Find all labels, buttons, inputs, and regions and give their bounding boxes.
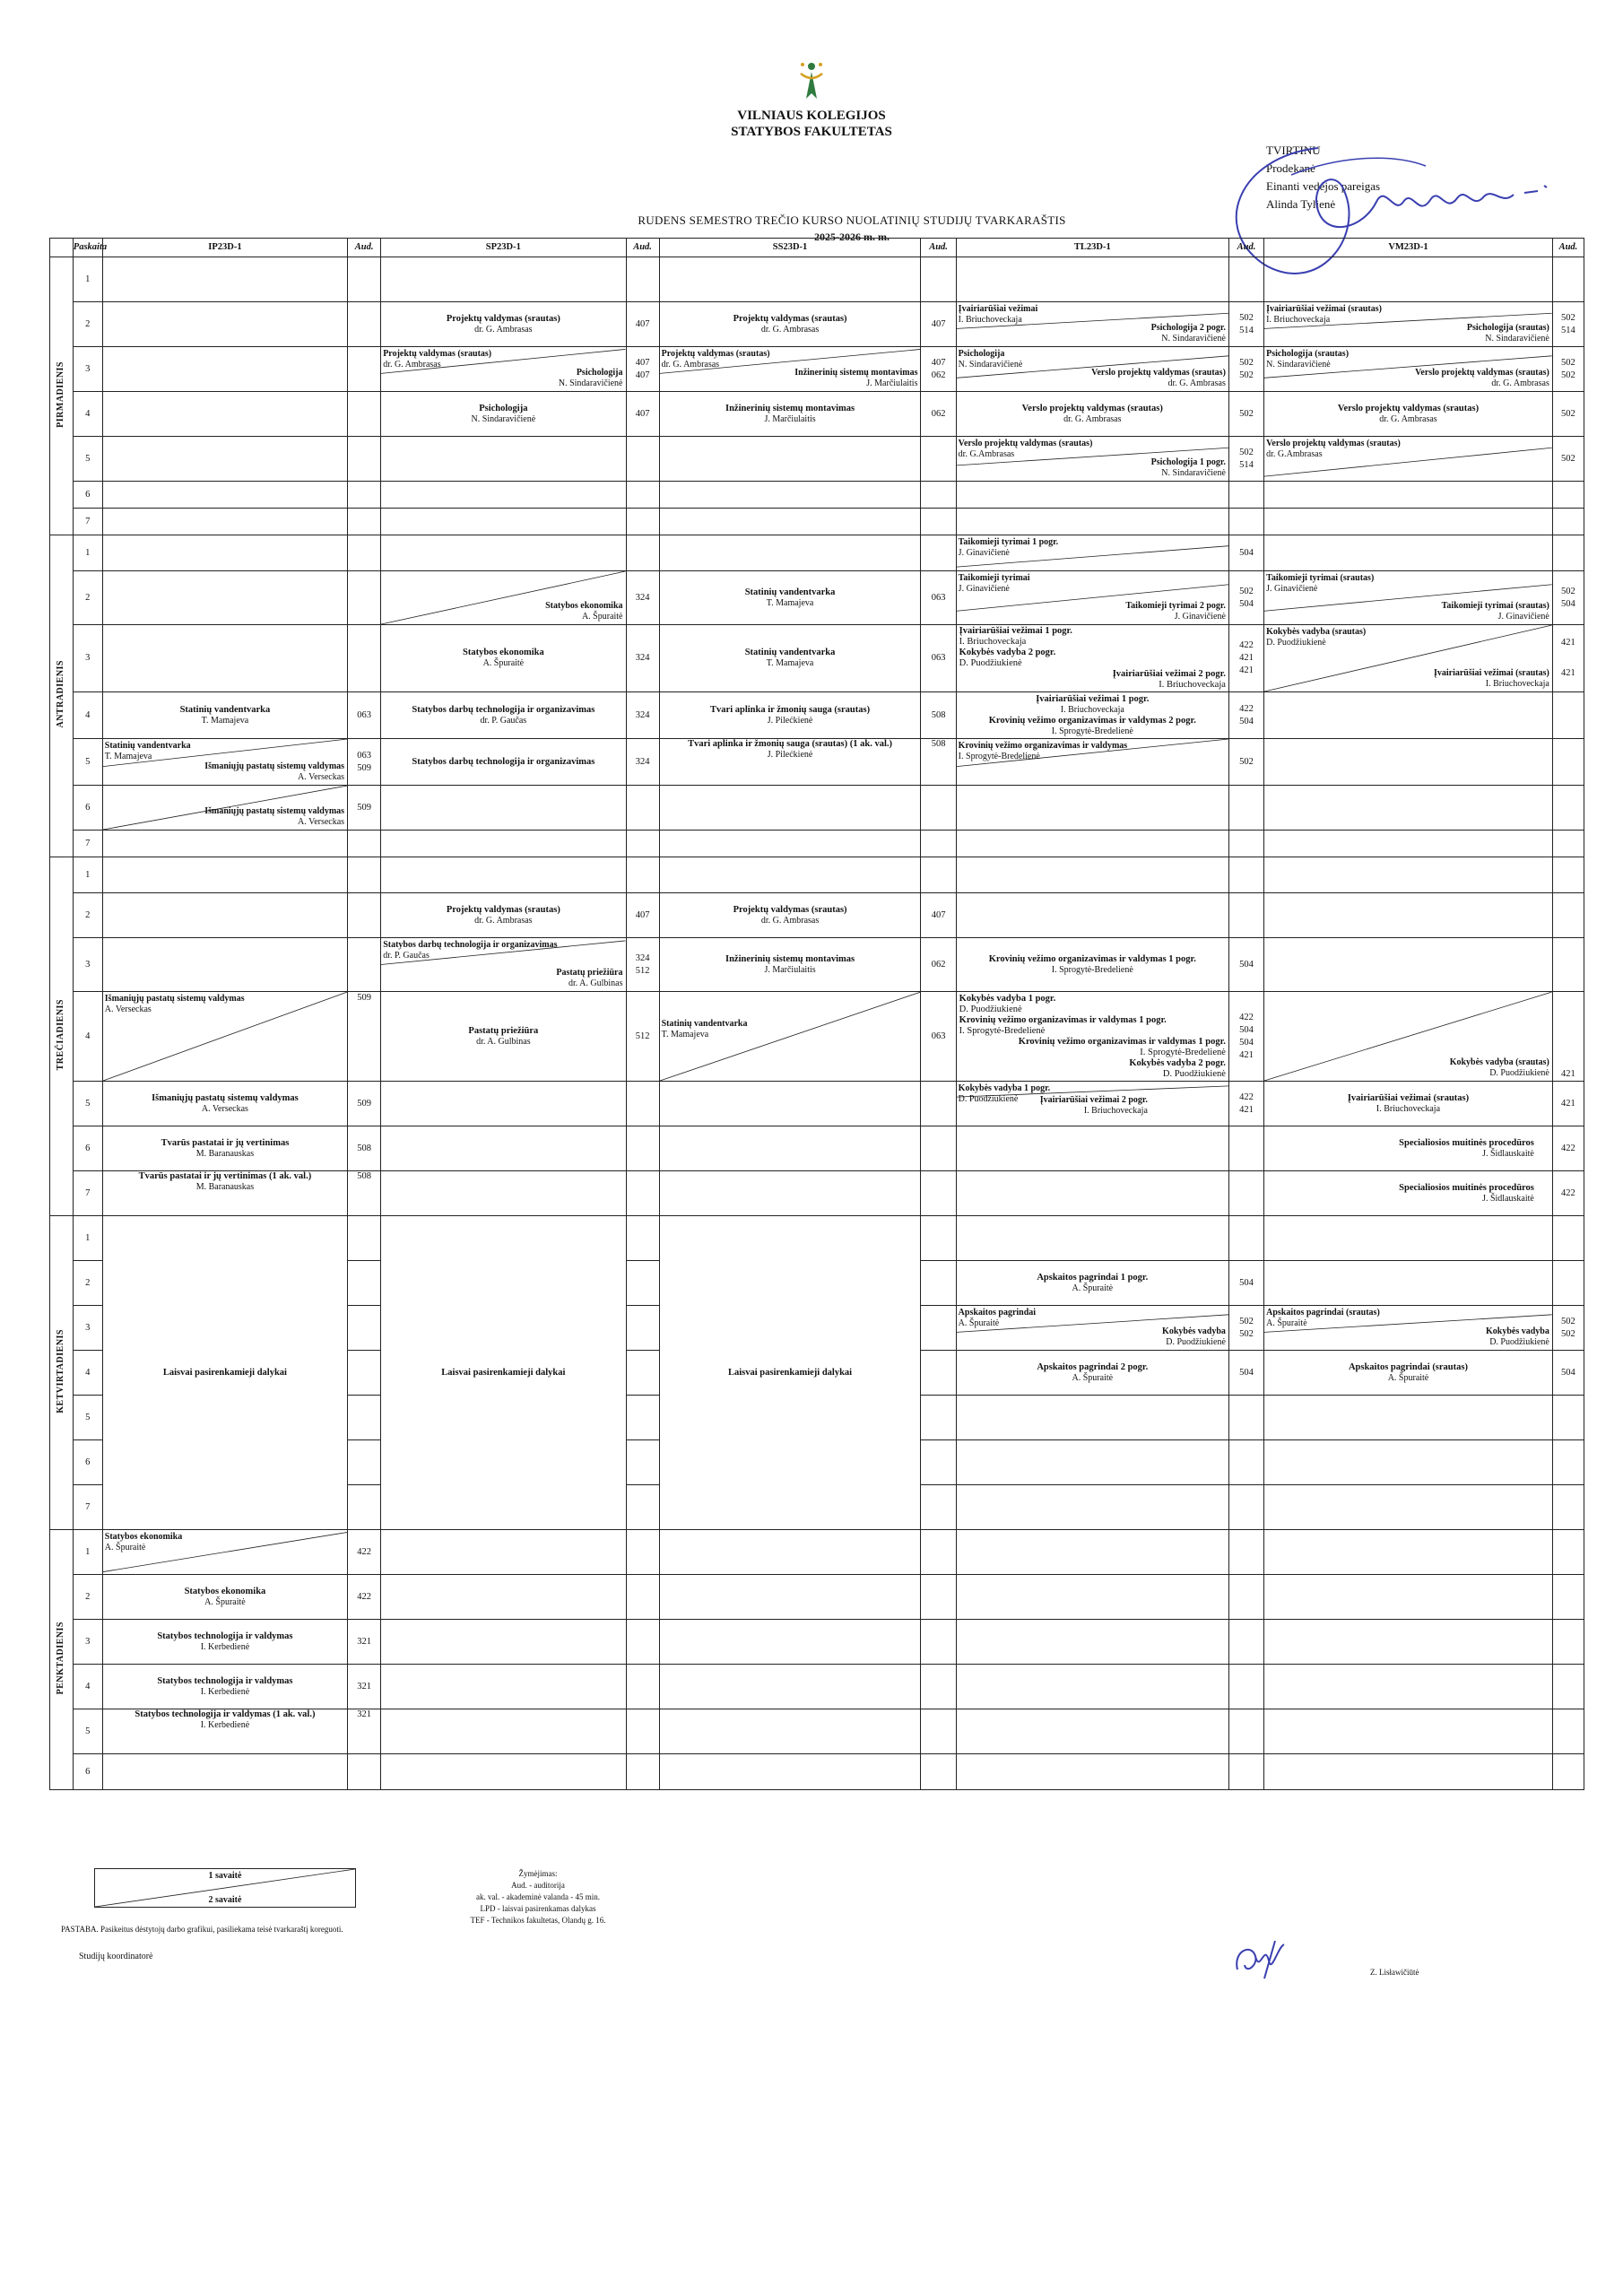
lesson-cell: Projektų valdymas (srautas) dr. G. Ambrasas: [381, 302, 626, 347]
aud-cell: 063: [921, 571, 956, 625]
lesson-cell: Tvarūs pastatai ir jų vertinimas M. Baranauskas: [102, 1126, 347, 1171]
lesson-number: 2: [73, 571, 102, 625]
aud-cell: 504: [1228, 535, 1263, 571]
lesson-cell: Inžinerinių sistemų montavimas J. Marčiulaitis: [659, 938, 921, 992]
col-lesson: Paskaita: [73, 239, 102, 257]
note-line: LPD - laisvai pasirenkamas dalykas: [480, 1904, 596, 1913]
lesson-number: 3: [73, 625, 102, 692]
lesson-cell: Statinių vandentvarka T. Mamajeva: [659, 625, 921, 692]
split-lesson-cell: Kokybės vadyba (srautas) D. Puodžiukienė: [1264, 992, 1553, 1082]
aud-cell: 321: [348, 1709, 381, 1754]
aud-cell: 407: [626, 302, 659, 347]
table-row: [50, 347, 1584, 392]
table-row: [50, 786, 1584, 831]
lesson-cell: Apskaitos pagrindai (srautas) A. Špuraitė: [1264, 1351, 1553, 1396]
aud-cell: 422: [1552, 1126, 1584, 1171]
aud-cell: 502 502: [1228, 347, 1263, 392]
table-row: [50, 1620, 1584, 1665]
split-lesson-cell: Krovinių vežimo organizavimas ir valdymas I. Sprogytė-Bredelienė: [956, 739, 1228, 786]
lesson-cell: Statybos technologija ir valdymas I. Kerbedienė: [102, 1665, 347, 1709]
day-label-wednesday: TREČIADIENIS: [50, 857, 74, 1216]
elective-cell: Laisvai pasirenkamieji dalykai: [381, 1216, 626, 1530]
table-row: [50, 938, 1584, 992]
table-row: [50, 692, 1584, 739]
institution-name: VILNIAUS KOLEGIJOS: [737, 109, 886, 123]
lesson-cell: Projektų valdymas (srautas) dr. G. Ambrasas: [659, 893, 921, 938]
aud-cell: 502 504: [1228, 571, 1263, 625]
lesson-number: 7: [73, 1485, 102, 1530]
aud-cell: 508: [348, 1171, 381, 1216]
split-lesson-cell: Projektų valdymas (srautas) dr. G. Ambrasas Psichologija N. Sindaravičienė: [381, 347, 626, 392]
header-row: [50, 239, 1584, 257]
table-row: [50, 857, 1584, 893]
table-row: [50, 831, 1584, 857]
aud-cell: 321: [348, 1620, 381, 1665]
lesson-cell: Tvari aplinka ir žmonių sauga (srautas) (1 ak. val.) J. Pilećkienė: [659, 739, 921, 786]
notes-title: Žymėjimas:: [518, 1869, 558, 1878]
aud-cell: 063: [921, 992, 956, 1082]
table-row: [50, 893, 1584, 938]
lesson-cell: Statinių vandentvarka T. Mamajeva: [659, 571, 921, 625]
split-lesson-cell: Verslo projektų valdymas (srautas) dr. G.Ambrasas: [1264, 437, 1553, 482]
legend-week2: 2 savaitė: [208, 1895, 242, 1905]
aud-cell: 324: [626, 739, 659, 786]
table-row: [50, 482, 1584, 509]
table-row: [50, 1754, 1584, 1790]
aud-cell: 324: [626, 625, 659, 692]
aud-cell: 422 421: [1228, 1082, 1263, 1126]
lesson-number: 2: [73, 1575, 102, 1620]
lesson-cell: Išmaniųjų pastatų sistemų valdymas A. Verseckas: [102, 1082, 347, 1126]
lesson-cell: Statybos ekonomika A. Špuraitė: [381, 625, 626, 692]
lesson-cell: Statybos technologija ir valdymas I. Kerbedienė: [102, 1620, 347, 1665]
coordinator-role: Studijų koordinatorė: [79, 1952, 153, 1961]
week-legend: [94, 1868, 356, 1908]
lesson-number: 1: [73, 1216, 102, 1261]
aud-cell: 422 421 421: [1228, 625, 1263, 692]
lesson-cell: Projektų valdymas (srautas) dr. G. Ambrasas: [659, 302, 921, 347]
aud-cell: 063: [348, 692, 381, 739]
multi-lesson-cell: Kokybės vadyba 1 pogr. D. Puodžiukienė Krovinių vežimo organizavimas ir valdymas 1 pogr. I. Sprogytė-Bredelienė Krovinių vežimo organizavimas ir valdymas 1 pogr. I. Sprogytė-Bredelienė Kokybės vadyba 2 pogr. D. Puodžiukienė: [956, 992, 1228, 1082]
lesson-number: 4: [73, 1665, 102, 1709]
day-label-friday: PENKTADIENIS: [50, 1530, 74, 1790]
aud-cell: 063: [921, 625, 956, 692]
lesson-number: 5: [73, 739, 102, 786]
split-lesson-cell: Taikomieji tyrimai J. Ginavičienė Taikomieji tyrimai 2 pogr. J. Ginavičienė: [956, 571, 1228, 625]
lesson-cell: Apskaitos pagrindai 2 pogr. A. Špuraitė: [956, 1351, 1228, 1396]
legend-week1: 1 savaitė: [208, 1871, 242, 1881]
lesson-cell: Statybos darbų technologija ir organizavimas: [381, 739, 626, 786]
aud-cell: 509: [348, 992, 381, 1082]
faculty-name: STATYBOS FAKULTETAS: [731, 125, 892, 139]
lesson-cell: Specialiosios muitinės procedūros J. Šidlauskaitė: [1264, 1126, 1553, 1171]
col-group-vm23d: VM23D-1: [1264, 239, 1553, 257]
coordinator-name: Z. Lisławičiūtė: [1370, 1968, 1419, 1977]
lesson-cell: Statinių vandentvarka T. Mamajeva: [102, 692, 347, 739]
aud-cell: 324 512: [626, 938, 659, 992]
schedule-title: RUDENS SEMESTRO TREČIO KURSO NUOLATINIŲ STUDIJŲ TVARKARAŠTIS: [638, 213, 1066, 227]
lesson-number: 4: [73, 992, 102, 1082]
elective-cell: Laisvai pasirenkamieji dalykai: [102, 1216, 347, 1530]
col-group-ip23d: IP23D-1: [102, 239, 347, 257]
split-lesson-cell: Apskaitos pagrindai A. Špuraitė Kokybės vadyba D. Puodžiukienė: [956, 1306, 1228, 1351]
lesson-cell: Pastatų priežiūra dr. A. Gulbinas: [381, 992, 626, 1082]
lesson-number: 6: [73, 1440, 102, 1485]
approval-line: Prodekanė: [1266, 161, 1315, 175]
aud-cell: 502: [1552, 392, 1584, 437]
lesson-number: 1: [73, 535, 102, 571]
lesson-number: 4: [73, 1351, 102, 1396]
table-row: [50, 1126, 1584, 1171]
day-label-thursday: KETVIRTADIENIS: [50, 1216, 74, 1530]
lesson-number: 1: [73, 1530, 102, 1575]
lesson-cell: Verslo projektų valdymas (srautas) dr. G. Ambrasas: [1264, 392, 1553, 437]
aud-cell: 512: [626, 992, 659, 1082]
aud-cell: 063 509: [348, 739, 381, 786]
elective-cell: Laisvai pasirenkamieji dalykai: [659, 1216, 921, 1530]
aud-cell: 421 421: [1552, 625, 1584, 692]
lesson-number: 4: [73, 392, 102, 437]
aud-cell: 422: [348, 1530, 381, 1575]
aud-cell: 502 502: [1228, 1306, 1263, 1351]
table-row: [50, 302, 1584, 347]
note-line: TEF - Technikos fakultetas, Olandų g. 16.: [470, 1916, 606, 1925]
timetable: [49, 238, 1584, 1790]
note-line: Aud. - auditorija: [511, 1881, 565, 1890]
lesson-number: 5: [73, 1082, 102, 1126]
aud-cell: 502 514: [1228, 437, 1263, 482]
lesson-number: 1: [73, 857, 102, 893]
lesson-cell: Statybos darbų technologija ir organizavimas dr. P. Gaučas: [381, 692, 626, 739]
split-lesson-cell: Statybos ekonomika A. Špuraitė: [381, 571, 626, 625]
aud-cell: 321: [348, 1665, 381, 1709]
aud-cell: 062: [921, 392, 956, 437]
table-row: [50, 571, 1584, 625]
col-group-tl23d: TL23D-1: [956, 239, 1228, 257]
lesson-cell: Apskaitos pagrindai 1 pogr. A. Špuraitė: [956, 1261, 1228, 1306]
split-lesson-cell: Statinių vandentvarka T. Mamajeva: [659, 992, 921, 1082]
lesson-number: 7: [73, 509, 102, 535]
split-lesson-cell: Psichologija N. Sindaravičienė Verslo projektų valdymas (srautas) dr. G. Ambrasas: [956, 347, 1228, 392]
aud-cell: 422 504 504 421: [1228, 992, 1263, 1082]
lesson-number: 3: [73, 1620, 102, 1665]
academic-year: 2025-2026 m. m.: [814, 230, 890, 243]
col-aud: Aud.: [1552, 239, 1584, 257]
table-row: [50, 625, 1584, 692]
table-row: [50, 992, 1584, 1082]
aud-cell: 502 514: [1228, 302, 1263, 347]
table-row: [50, 257, 1584, 302]
lesson-number: 2: [73, 302, 102, 347]
approval-line: Alinda Tylienė: [1266, 197, 1336, 211]
lesson-cell: Tvari aplinka ir žmonių sauga (srautas) J. Pilećkienė: [659, 692, 921, 739]
lesson-number: 6: [73, 1754, 102, 1790]
aud-cell: 504: [1228, 1261, 1263, 1306]
approval-line: TVIRTINU: [1266, 144, 1321, 157]
aud-cell: 324: [626, 571, 659, 625]
lesson-cell: Projektų valdymas (srautas) dr. G. Ambrasas: [381, 893, 626, 938]
aud-cell: 062: [921, 938, 956, 992]
col-aud: Aud.: [626, 239, 659, 257]
lesson-cell: Verslo projektų valdymas (srautas) dr. G. Ambrasas: [956, 392, 1228, 437]
lesson-number: 3: [73, 1306, 102, 1351]
col-aud: Aud.: [348, 239, 381, 257]
aud-cell: 502: [1228, 739, 1263, 786]
aud-cell: 504: [1228, 938, 1263, 992]
split-lesson-cell: Statinių vandentvarka T. Mamajeva Išmaniųjų pastatų sistemų valdymas A. Verseckas: [102, 739, 347, 786]
aud-cell: 508: [921, 692, 956, 739]
lesson-number: 6: [73, 482, 102, 509]
split-lesson-cell: Projektų valdymas (srautas) dr. G. Ambrasas Inžinerinių sistemų montavimas J. Marčiulaitis: [659, 347, 921, 392]
aud-cell: 421: [1552, 992, 1584, 1082]
split-lesson-cell: Statybos darbų technologija ir organizavimas dr. P. Gaučas Pastatų priežiūra dr. A. Gulbinas: [381, 938, 626, 992]
lesson-number: 6: [73, 786, 102, 831]
split-lesson-cell: Verslo projektų valdymas (srautas) dr. G.Ambrasas Psichologija 1 pogr. N. Sindaravičienė: [956, 437, 1228, 482]
aud-cell: 421: [1552, 1082, 1584, 1126]
lesson-number: 5: [73, 1709, 102, 1754]
split-lesson-cell: Išmaniųjų pastatų sistemų valdymas A. Verseckas: [102, 786, 347, 831]
aud-cell: 502: [1228, 392, 1263, 437]
aud-cell: 422 504: [1228, 692, 1263, 739]
aud-cell: 502 502: [1552, 347, 1584, 392]
note-line: ak. val. - akademinė valanda - 45 min.: [476, 1892, 600, 1901]
aud-cell: 422: [348, 1575, 381, 1620]
aud-cell: 407: [626, 893, 659, 938]
table-row: [50, 1709, 1584, 1754]
table-row: [50, 739, 1584, 786]
day-label-monday: PIRMADIENIS: [50, 257, 74, 535]
col-aud: Aud.: [1228, 239, 1263, 257]
aud-cell: 407 407: [626, 347, 659, 392]
table-row: [50, 535, 1584, 571]
notation-notes: [395, 1868, 681, 1926]
lesson-number: 2: [73, 893, 102, 938]
college-logo-icon: [786, 57, 837, 108]
aud-cell: 407: [921, 893, 956, 938]
lesson-cell: Krovinių vežimo organizavimas ir valdymas 1 pogr. I. Sprogytė-Bredelienė: [956, 938, 1228, 992]
col-aud: Aud.: [921, 239, 956, 257]
table-row: [50, 1216, 1584, 1261]
aud-cell: 508: [921, 739, 956, 786]
aud-cell: 509: [348, 1082, 381, 1126]
lesson-cell: Inžinerinių sistemų montavimas J. Marčiulaitis: [659, 392, 921, 437]
lesson-number: 5: [73, 1396, 102, 1440]
lesson-number: 3: [73, 938, 102, 992]
aud-cell: 407 062: [921, 347, 956, 392]
lesson-number: 1: [73, 257, 102, 302]
table-row: [50, 1171, 1584, 1216]
lesson-cell: Psichologija N. Sindaravičienė: [381, 392, 626, 437]
split-lesson-cell: Įvairiarūšiai vežimai I. Briuchoveckaja Psichologija 2 pogr. N. Sindaravičienė: [956, 302, 1228, 347]
lesson-number: 4: [73, 692, 102, 739]
aud-cell: 502 502: [1552, 1306, 1584, 1351]
aud-cell: 502: [1552, 437, 1584, 482]
lesson-cell: Statybos ekonomika A. Špuraitė: [102, 1575, 347, 1620]
lesson-number: 6: [73, 1126, 102, 1171]
aud-cell: 502 514: [1552, 302, 1584, 347]
lesson-number: 5: [73, 437, 102, 482]
coordinator-signature: [1228, 1934, 1291, 1987]
multi-lesson-cell: Įvairiarūšiai vežimai 1 pogr. I. Briuchoveckaja Kokybės vadyba 2 pogr. D. Puodžiukienė Įvairiarūšiai vežimai 2 pogr. I. Briuchoveckaja: [956, 625, 1228, 692]
lesson-number: 7: [73, 1171, 102, 1216]
table-row: [50, 392, 1584, 437]
lesson-cell: Statybos technologija ir valdymas (1 ak. val.) I. Kerbedienė: [102, 1709, 347, 1754]
col-group-ss23d: SS23D-1: [659, 239, 921, 257]
aud-cell: 509: [348, 786, 381, 831]
split-lesson-cell: Taikomieji tyrimai 1 pogr. J. Ginavičienė: [956, 535, 1228, 571]
lesson-number: 3: [73, 347, 102, 392]
split-lesson-cell: Išmaniųjų pastatų sistemų valdymas A. Verseckas: [102, 992, 347, 1082]
split-lesson-cell: Taikomieji tyrimai (srautas) J. Ginavičienė Taikomieji tyrimai (srautas) J. Ginavičienė: [1264, 571, 1553, 625]
table-row: [50, 1530, 1584, 1575]
aud-cell: 504: [1228, 1351, 1263, 1396]
col-group-sp23d: SP23D-1: [381, 239, 626, 257]
lesson-cell: Specialiosios muitinės procedūros J. Šidlauskaitė: [1264, 1171, 1553, 1216]
aud-cell: 407: [921, 302, 956, 347]
aud-cell: 504: [1552, 1351, 1584, 1396]
table-row: [50, 1575, 1584, 1620]
table-row: [50, 1665, 1584, 1709]
approval-line: Einanti vedėjos pareigas: [1266, 179, 1381, 193]
split-lesson-cell: Apskaitos pagrindai (srautas) A. Špuraitė Kokybės vadyba D. Puodžiukienė: [1264, 1306, 1553, 1351]
table-row: [50, 437, 1584, 482]
remark-note: PASTABA. Pasikeitus dėstytojų darbo grafikui, pasiliekama teisė tvarkaraštį koreguoti.: [61, 1925, 343, 1934]
aud-cell: 407: [626, 392, 659, 437]
split-lesson-cell: Kokybės vadyba (srautas) D. Puodžiukienė Įvairiarūšiai vežimai (srautas) I. Briuchoveckaja: [1264, 625, 1553, 692]
table-row: [50, 1082, 1584, 1126]
multi-lesson-cell: Įvairiarūšiai vežimai 1 pogr. I. Briuchoveckaja Krovinių vežimo organizavimas ir valdymas 2 pogr. I. Sprogytė-Bredelienė: [956, 692, 1228, 739]
day-label-tuesday: ANTRADIENIS: [50, 535, 74, 857]
aud-cell: 502 504: [1552, 571, 1584, 625]
table-row: [50, 509, 1584, 535]
split-lesson-cell: Psichologija (srautas) N. Sindaravičienė Verslo projektų valdymas (srautas) dr. G. Ambrasas: [1264, 347, 1553, 392]
aud-cell: 422: [1552, 1171, 1584, 1216]
lesson-number: 2: [73, 1261, 102, 1306]
lesson-cell: Tvarūs pastatai ir jų vertinimas (1 ak. val.) M. Baranauskas: [102, 1171, 347, 1216]
aud-cell: 508: [348, 1126, 381, 1171]
lesson-cell: Įvairiarūšiai vežimai (srautas) I. Briuchoveckaja: [1264, 1082, 1553, 1126]
split-lesson-cell: Įvairiarūšiai vežimai (srautas) I. Briuchoveckaja Psichologija (srautas) N. Sindaravičienė: [1264, 302, 1553, 347]
split-lesson-cell: Statybos ekonomika A. Špuraitė: [102, 1530, 347, 1575]
aud-cell: 324: [626, 692, 659, 739]
split-lesson-cell: Kokybės vadyba 1 pogr. D. Puodžiukienė Įvairiarūšiai vežimai 2 pogr. I. Briuchoveckaja: [956, 1082, 1228, 1126]
lesson-number: 7: [73, 831, 102, 857]
